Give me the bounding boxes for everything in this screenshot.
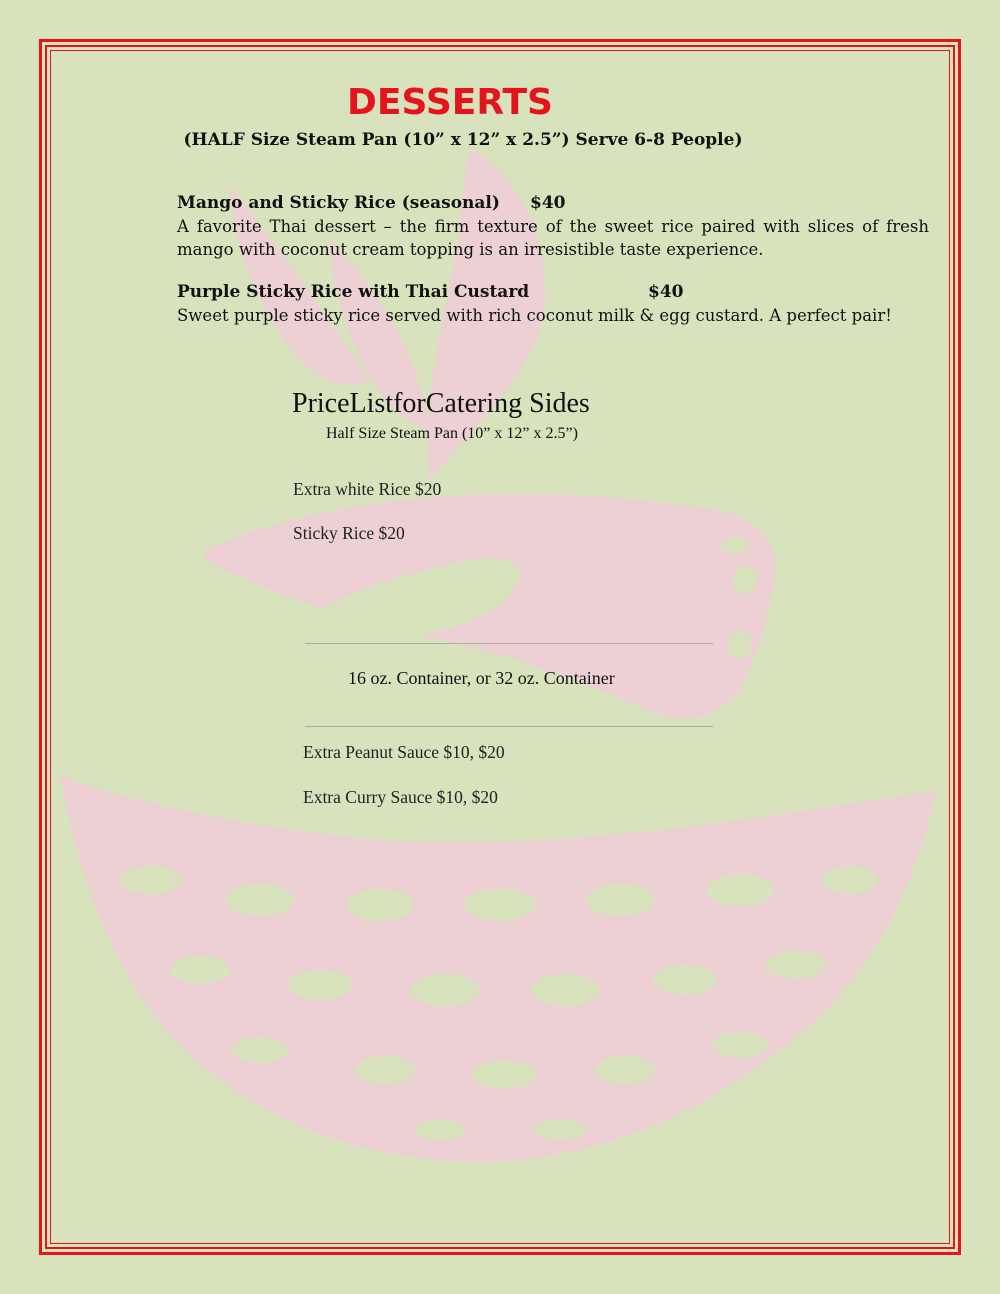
sauce-item: Extra Peanut Sauce $10, $20 — [303, 742, 505, 762]
sauce-item: Extra Curry Sauce $10, $20 — [303, 787, 498, 807]
divider — [305, 726, 713, 727]
dessert-price: $40 — [648, 282, 684, 302]
container-label: 16 oz. Container, or 32 oz. Container — [348, 668, 615, 688]
divider — [305, 643, 713, 644]
dessert-name: Purple Sticky Rice with Thai Custard — [177, 282, 530, 302]
dessert-name: Mango and Sticky Rice (seasonal) — [177, 193, 500, 213]
sides-subtitle: Half Size Steam Pan (10” x 12” x 2.5”) — [326, 425, 578, 442]
page-title: DESSERTS — [347, 82, 553, 123]
dessert-description: A favorite Thai dessert – the firm texture of the sweet rice paired with slices of fresh mango with coconut cream topping is an irresistible taste experience. — [177, 217, 929, 259]
dessert-description: Sweet purple sticky rice served with rich coconut milk & egg custard. A perfect pair! — [177, 306, 892, 325]
side-item: Sticky Rice $20 — [293, 523, 405, 543]
sides-title: PriceListforCatering Sides — [292, 388, 590, 419]
dessert-price: $40 — [530, 193, 566, 213]
page-subtitle: (HALF Size Steam Pan (10” x 12” x 2.5”) Serve 6-8 People) — [183, 130, 743, 150]
side-item: Extra white Rice $20 — [293, 479, 442, 499]
